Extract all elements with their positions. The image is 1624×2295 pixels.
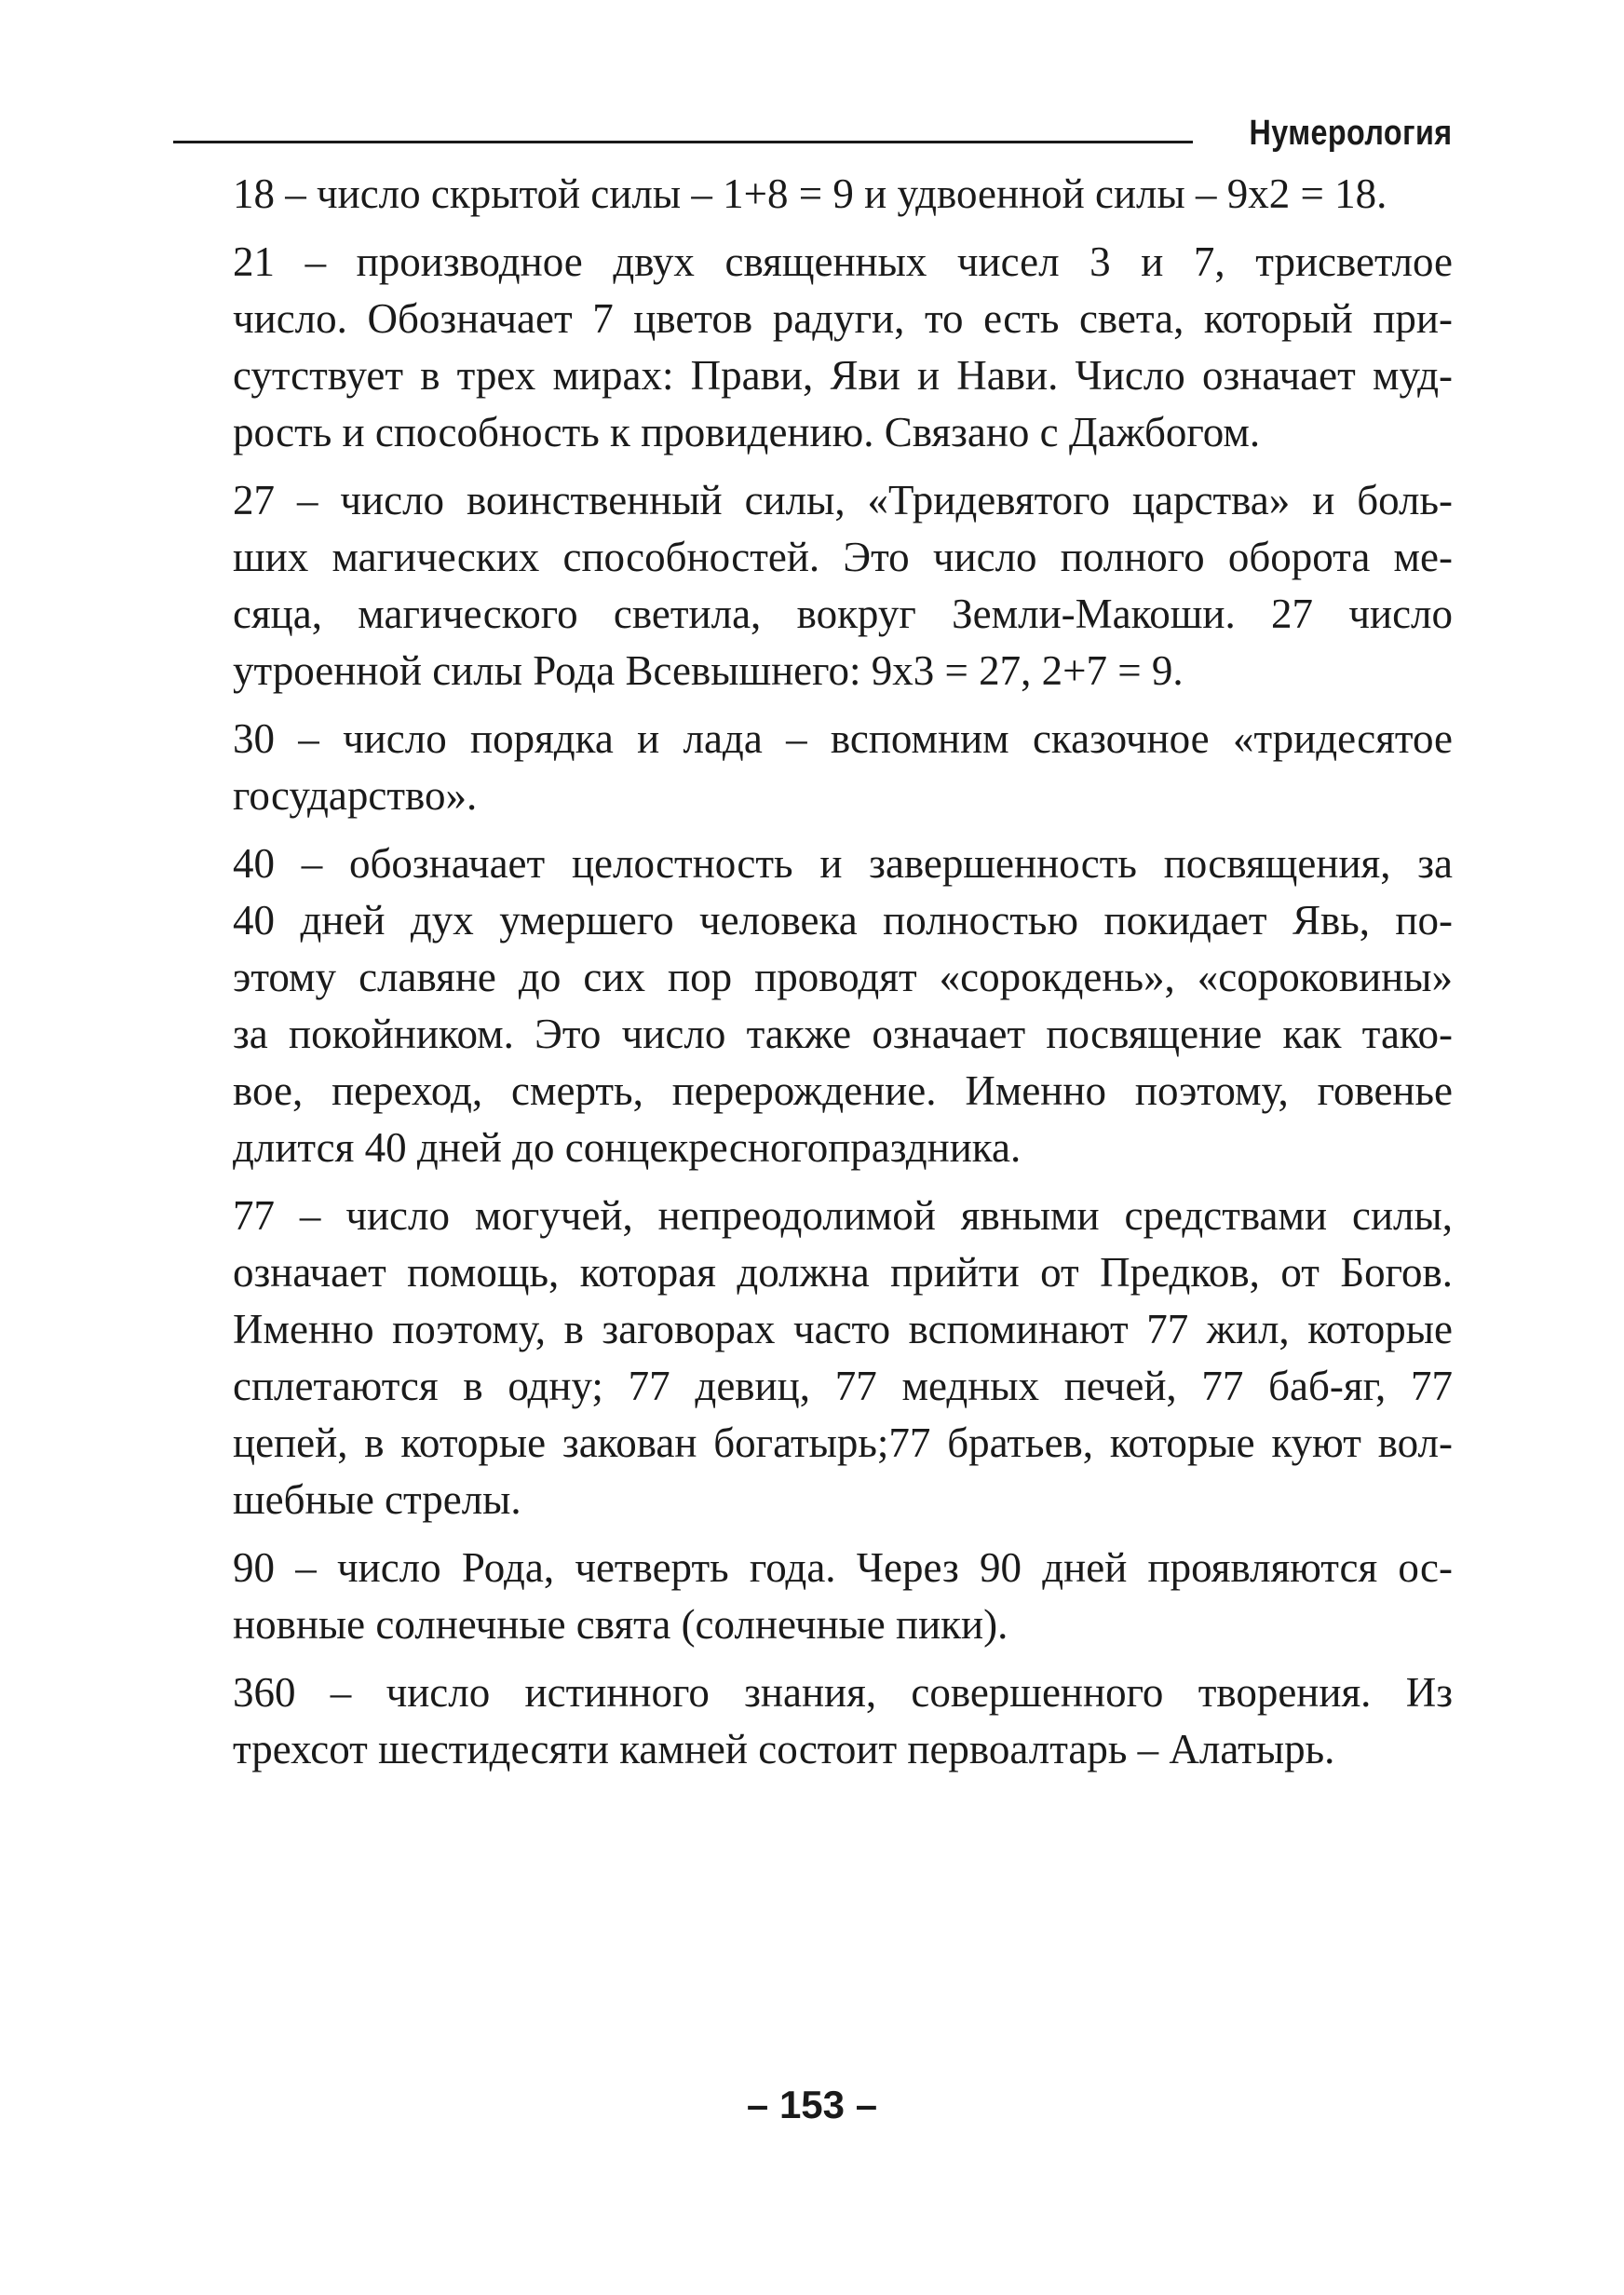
text-line: рость и способность к провидению. Связано с Дажбогом. [233, 409, 1261, 455]
paragraph [173, 1540, 1453, 1653]
text-line: Именно поэтому, в заговорах часто вспоминают 77 жил, которые [233, 1306, 1453, 1352]
text-line: за покойником. Это число также означает посвящение как тако- [233, 1011, 1453, 1057]
text-line: утроенной силы Рода Всевышнего: 9х3 = 27, 2+7 = 9. [233, 647, 1184, 694]
paragraph [173, 234, 1453, 461]
body-text [173, 166, 1453, 1789]
header-rule [173, 141, 1193, 143]
text-line: 18 – число скрытой силы – 1+8 = 9 и удвоенной силы – 9х2 = 18. [233, 170, 1387, 217]
text-line: этому славяне до сих пор проводят «сорокдень», «сороковины» [233, 954, 1453, 1000]
paragraph [173, 835, 1453, 1176]
paragraph [173, 711, 1453, 824]
running-title: Нумерология [1249, 114, 1453, 153]
text-line: 90 – число Рода, четверть года. Через 90 дней проявляются ос- [233, 1544, 1453, 1591]
text-line: государство». [233, 772, 478, 819]
text-line: 27 – число воинственный силы, «Тридевятого царства» и боль- [233, 477, 1453, 523]
paragraph [173, 1664, 1453, 1778]
running-header [173, 101, 1453, 156]
text-line: шебные стрелы. [233, 1476, 521, 1523]
paragraph [173, 166, 1453, 223]
paragraph [173, 472, 1453, 699]
text-line: число. Обозначает 7 цветов радуги, то есть света, который при- [233, 295, 1453, 342]
text-line: цепей, в которые закован богатырь;77 братьев, которые куют вол- [233, 1419, 1453, 1466]
text-line: 21 – производное двух священных чисел 3 и 7, трисветлое [233, 238, 1453, 285]
text-line: 40 – обозначает целостность и завершенность посвящения, за [233, 840, 1453, 887]
text-line: означает помощь, которая должна прийти от Предков, от Богов. [233, 1249, 1453, 1296]
text-line: 360 – число истинного знания, совершенного творения. Из [233, 1669, 1453, 1716]
paragraph [173, 1188, 1453, 1528]
text-line: вое, переход, смерть, перерождение. Именно поэтому, говенье [233, 1067, 1453, 1114]
text-line: ших магических способностей. Это число полного оборота ме- [233, 534, 1453, 580]
text-line: сутствует в трех мирах: Прави, Яви и Нави. Число означает муд- [233, 352, 1453, 399]
text-line: трехсот шестидесяти камней состоит первоалтарь – Алатырь. [233, 1726, 1335, 1772]
text-line: сяца, магического светила, вокруг Земли-Макоши. 27 число [233, 591, 1453, 637]
text-line: 30 – число порядка и лада – вспомним сказочное «тридесятое [233, 715, 1453, 762]
text-line: новные солнечные свята (солнечные пики). [233, 1601, 1008, 1648]
page-number: – 153 – [746, 2083, 878, 2126]
text-line: 40 дней дух умершего человека полностью покидает Явь, по- [233, 897, 1453, 944]
text-line: сплетаются в одну; 77 девиц, 77 медных печей, 77 баб-яг, 77 [233, 1363, 1453, 1409]
text-line: длится 40 дней до сонцекресногопраздника. [233, 1124, 1022, 1171]
text-line: 77 – число могучей, непреодолимой явными средствами силы, [233, 1192, 1453, 1239]
